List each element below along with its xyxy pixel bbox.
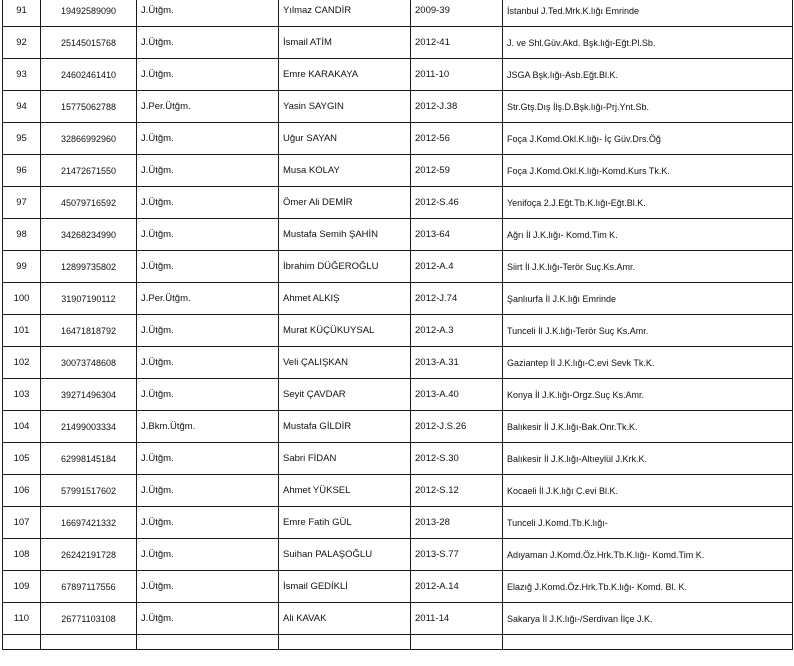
rank-cell: J.Ütğm. [137, 251, 279, 283]
rank-cell: J.Ütğm. [137, 155, 279, 187]
registry-number-cell: 2012-J.S.26 [411, 411, 503, 443]
table-row-partial [3, 635, 793, 650]
registry-number-cell: 2012-J.38 [411, 91, 503, 123]
rank-cell: J.Ütğm. [137, 347, 279, 379]
row-number-cell: 98 [3, 219, 41, 251]
row-number-cell: 103 [3, 379, 41, 411]
table-row [3, 379, 793, 411]
full-name-cell: Mustafa Semih ŞAHİN [279, 219, 411, 251]
table-row [3, 27, 793, 59]
full-name-cell: Musa KOLAY [279, 155, 411, 187]
id-number-cell: 45079716592 [41, 187, 137, 219]
id-number-cell: 39271496304 [41, 379, 137, 411]
full-name-cell: Emre KARAKAYA [279, 59, 411, 91]
row-number-cell: 95 [3, 123, 41, 155]
table-row [3, 507, 793, 539]
assigned-unit-cell: İstanbul J.Ted.Mrk.K.lığı Emrinde [503, 0, 793, 27]
registry-number-cell: 2013-64 [411, 219, 503, 251]
full-name-cell: Yasin SAYGIN [279, 91, 411, 123]
id-number-cell: 12899735802 [41, 251, 137, 283]
rank-cell: J.Ütğm. [137, 123, 279, 155]
table-row [3, 571, 793, 603]
full-name-cell: Murat KÜÇÜKUYSAL [279, 315, 411, 347]
table-row [3, 475, 793, 507]
personnel-table-body [3, 0, 793, 650]
row-number-cell: 94 [3, 91, 41, 123]
row-number-cell: 110 [3, 603, 41, 635]
row-number-cell: 104 [3, 411, 41, 443]
empty-cell [279, 635, 411, 650]
full-name-cell: Ahmet YÜKSEL [279, 475, 411, 507]
registry-number-cell: 2012-S.46 [411, 187, 503, 219]
registry-number-cell: 2012-56 [411, 123, 503, 155]
rank-cell: J.Ütğm. [137, 443, 279, 475]
registry-number-cell: 2013-S.77 [411, 539, 503, 571]
table-row [3, 315, 793, 347]
registry-number-cell: 2011-14 [411, 603, 503, 635]
registry-number-cell: 2012-S.12 [411, 475, 503, 507]
assigned-unit-cell: Sakarya İl J.K.lığı-/Serdivan İlçe J.K. [503, 603, 793, 635]
assigned-unit-cell: Foça J.Komd.Okl.K.lığı- İç Güv.Drs.Öğ [503, 123, 793, 155]
row-number-cell: 99 [3, 251, 41, 283]
assigned-unit-cell: Adıyaman J.Komd.Öz.Hrk.Tb.K.lığı- Komd.Tim K. [503, 539, 793, 571]
id-number-cell: 24602461410 [41, 59, 137, 91]
id-number-cell: 31907190112 [41, 283, 137, 315]
table-row [3, 0, 793, 27]
rank-cell: J.Ütğm. [137, 379, 279, 411]
registry-number-cell: 2012-S.30 [411, 443, 503, 475]
empty-cell [41, 635, 137, 650]
assigned-unit-cell: Str.Gtş.Dış İlş.D.Bşk.lığı-Prj.Ynt.Sb. [503, 91, 793, 123]
row-number-cell: 100 [3, 283, 41, 315]
table-row [3, 283, 793, 315]
assigned-unit-cell: Ağrı İl J.K.lığı- Komd.Tim K. [503, 219, 793, 251]
registry-number-cell: 2012-A.14 [411, 571, 503, 603]
rank-cell: J.Ütğm. [137, 475, 279, 507]
full-name-cell: Ali KAVAK [279, 603, 411, 635]
empty-cell [3, 635, 41, 650]
id-number-cell: 25145015768 [41, 27, 137, 59]
row-number-cell: 106 [3, 475, 41, 507]
registry-number-cell: 2012-41 [411, 27, 503, 59]
rank-cell: J.Ütğm. [137, 539, 279, 571]
rank-cell: J.Ütğm. [137, 219, 279, 251]
rank-cell: J.Per.Ütğm. [137, 91, 279, 123]
personnel-table [2, 0, 793, 650]
rank-cell: J.Ütğm. [137, 27, 279, 59]
assigned-unit-cell: Siirt İl J.K.lığı-Terör Suç.Ks.Amr. [503, 251, 793, 283]
rank-cell: J.Ütğm. [137, 507, 279, 539]
row-number-cell: 91 [3, 0, 41, 27]
table-row [3, 91, 793, 123]
assigned-unit-cell: Balıkesir İl J.K.lığı-Altıeylül J.Krk.K. [503, 443, 793, 475]
table-row [3, 251, 793, 283]
table-row [3, 443, 793, 475]
table-row [3, 155, 793, 187]
table-row [3, 539, 793, 571]
row-number-cell: 102 [3, 347, 41, 379]
table-row [3, 603, 793, 635]
id-number-cell: 15775062788 [41, 91, 137, 123]
rank-cell: J.Ütğm. [137, 59, 279, 91]
rank-cell: J.Ütğm. [137, 603, 279, 635]
full-name-cell: İsmail ATİM [279, 27, 411, 59]
row-number-cell: 97 [3, 187, 41, 219]
table-row [3, 187, 793, 219]
id-number-cell: 26242191728 [41, 539, 137, 571]
full-name-cell: Veli ÇALIŞKAN [279, 347, 411, 379]
id-number-cell: 19492589090 [41, 0, 137, 27]
full-name-cell: Seyit ÇAVDAR [279, 379, 411, 411]
registry-number-cell: 2013-A.40 [411, 379, 503, 411]
full-name-cell: Emre Fatih GÜL [279, 507, 411, 539]
full-name-cell: Uğur SAYAN [279, 123, 411, 155]
empty-cell [411, 635, 503, 650]
registry-number-cell: 2012-59 [411, 155, 503, 187]
id-number-cell: 62998145184 [41, 443, 137, 475]
assigned-unit-cell: Balıkesir İl J.K.lığı-Bak.Onr.Tk.K. [503, 411, 793, 443]
table-row [3, 347, 793, 379]
id-number-cell: 34268234990 [41, 219, 137, 251]
id-number-cell: 32866992960 [41, 123, 137, 155]
rank-cell: J.Ütğm. [137, 187, 279, 219]
row-number-cell: 105 [3, 443, 41, 475]
row-number-cell: 96 [3, 155, 41, 187]
assigned-unit-cell: Şanlıurfa İl J.K.lığı Emrinde [503, 283, 793, 315]
assigned-unit-cell: Kocaeli İl J.K.lığı C.evi Bl.K. [503, 475, 793, 507]
row-number-cell: 93 [3, 59, 41, 91]
assigned-unit-cell: Elazığ J.Komd.Öz.Hrk.Tb.K.lığı- Komd. Bl. K. [503, 571, 793, 603]
id-number-cell: 16697421332 [41, 507, 137, 539]
empty-cell [503, 635, 793, 650]
registry-number-cell: 2012-J.74 [411, 283, 503, 315]
id-number-cell: 57991517602 [41, 475, 137, 507]
registry-number-cell: 2009-39 [411, 0, 503, 27]
assigned-unit-cell: JSGA Bşk.lığı-Asb.Eğt.Bl.K. [503, 59, 793, 91]
table-row [3, 59, 793, 91]
empty-cell [137, 635, 279, 650]
assigned-unit-cell: Yenifoça 2.J.Eğt.Tb.K.lığı-Eğt.Bl.K. [503, 187, 793, 219]
id-number-cell: 21499003334 [41, 411, 137, 443]
row-number-cell: 107 [3, 507, 41, 539]
row-number-cell: 92 [3, 27, 41, 59]
registry-number-cell: 2012-A.4 [411, 251, 503, 283]
table-row [3, 123, 793, 155]
assigned-unit-cell: Gaziantep İl J.K.lığı-C.evi Sevk Tk.K. [503, 347, 793, 379]
assigned-unit-cell: Konya İl J.K.lığı-Orgz.Suç Ks.Amr. [503, 379, 793, 411]
row-number-cell: 101 [3, 315, 41, 347]
id-number-cell: 67897117556 [41, 571, 137, 603]
full-name-cell: Suihan PALAŞOĞLU [279, 539, 411, 571]
full-name-cell: Ahmet ALKIŞ [279, 283, 411, 315]
registry-number-cell: 2013-A.31 [411, 347, 503, 379]
rank-cell: J.Ütğm. [137, 0, 279, 27]
full-name-cell: Yılmaz CANDİR [279, 0, 411, 27]
full-name-cell: İbrahim DÜĞEROĞLU [279, 251, 411, 283]
rank-cell: J.Bkm.Ütğm. [137, 411, 279, 443]
full-name-cell: Sabri FİDAN [279, 443, 411, 475]
rank-cell: J.Per.Ütğm. [137, 283, 279, 315]
id-number-cell: 30073748608 [41, 347, 137, 379]
rank-cell: J.Ütğm. [137, 315, 279, 347]
full-name-cell: Ömer Ali DEMİR [279, 187, 411, 219]
registry-number-cell: 2013-28 [411, 507, 503, 539]
table-row [3, 411, 793, 443]
id-number-cell: 21472671550 [41, 155, 137, 187]
rank-cell: J.Ütğm. [137, 571, 279, 603]
row-number-cell: 108 [3, 539, 41, 571]
full-name-cell: Mustafa GİLDİR [279, 411, 411, 443]
row-number-cell: 109 [3, 571, 41, 603]
id-number-cell: 16471818792 [41, 315, 137, 347]
registry-number-cell: 2012-A.3 [411, 315, 503, 347]
assigned-unit-cell: Tunceli J.Komd.Tb.K.lığı- [503, 507, 793, 539]
assigned-unit-cell: Foça J.Komd.Okl.K.lığı-Komd.Kurs Tk.K. [503, 155, 793, 187]
assigned-unit-cell: J. ve Shl.Güv.Akd. Bşk.lığı-Eğt.Pl.Sb. [503, 27, 793, 59]
registry-number-cell: 2011-10 [411, 59, 503, 91]
table-row [3, 219, 793, 251]
assigned-unit-cell: Tunceli İl J.K.lığı-Terör Suç Ks.Amr. [503, 315, 793, 347]
id-number-cell: 26771103108 [41, 603, 137, 635]
full-name-cell: İsmail GEDİKLİ [279, 571, 411, 603]
